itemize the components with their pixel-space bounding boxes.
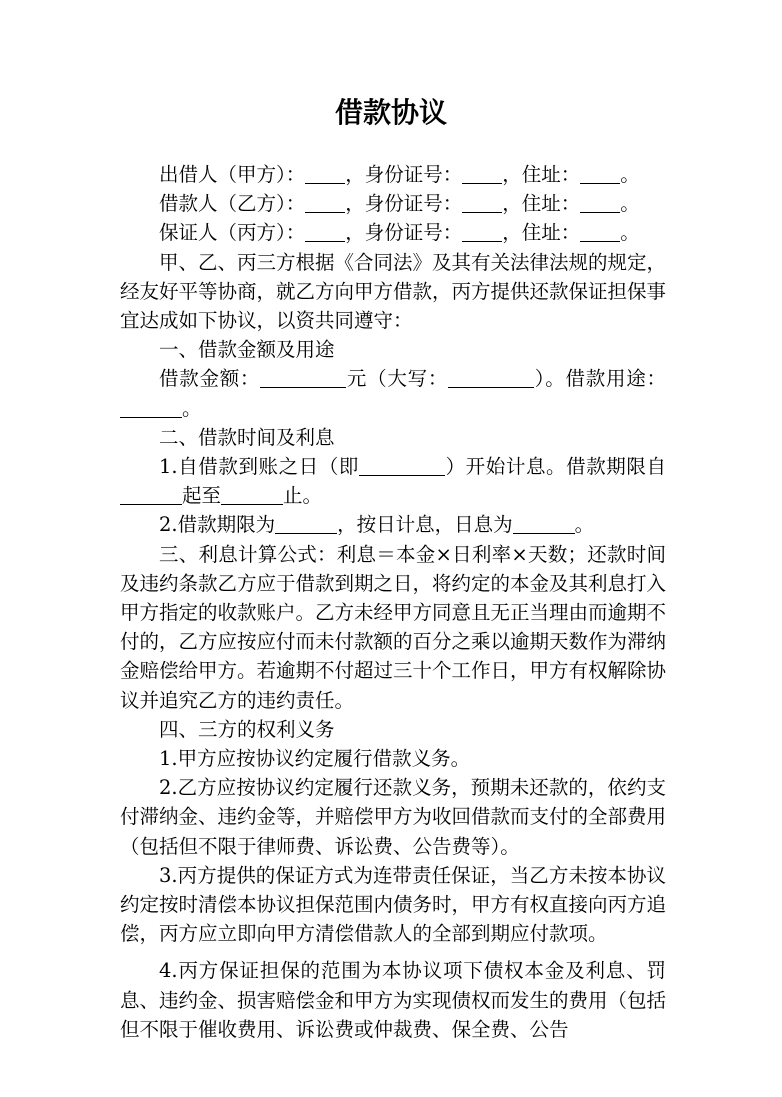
item2-end-text: 。 [574, 513, 595, 537]
intro-paragraph: 甲、乙、丙三方根据《合同法》及其有关法律法规的规定，经友好平等协商，就乙方向甲方借款，丙方提供还款保证担保事宜达成如下协议，以资共同遵守： [120, 250, 667, 333]
borrower-address-blank[interactable] [580, 192, 620, 213]
section4-heading: 四、三方的权利义务 [159, 717, 335, 741]
section2-item1 [120, 452, 666, 510]
guarantor-line-end: 。 [620, 221, 640, 245]
guarantor-line [120, 218, 666, 247]
lender-name-blank[interactable] [305, 162, 345, 183]
period-from-blank[interactable] [120, 484, 182, 505]
section1-amount [120, 364, 666, 422]
item2-term-text: 2.借款期限为 [159, 513, 276, 537]
section4-item-4: 4.丙方保证担保的范围为本协议项下债权本金及利息、罚息、违约金、损害赔偿金和甲方为实现债权而发生的费用（包括但不限于催收费用、诉讼费或仲裁费、保全费、公告 [120, 959, 667, 1041]
purpose-label: ）。借款用途： [534, 367, 666, 391]
item2-rate-text: ，按日计息，日息为 [337, 513, 513, 537]
purpose-blank[interactable] [120, 396, 182, 417]
section4-item-3: 3.丙方提供的保证方式为连带责任保证，当乙方未按本协议约定按时清偿本协议担保范围内债务时，甲方有权直接向丙方追偿，丙方应立即向甲方清偿借款人的全部到期应付款项。 [120, 863, 667, 946]
borrower-id-label: ，身份证号： [345, 192, 463, 216]
item1-to-text: 起至 [182, 484, 222, 508]
amount-blank[interactable] [260, 367, 346, 388]
lender-address-blank[interactable] [580, 162, 620, 183]
borrower-address-label: ，住址： [502, 192, 581, 216]
period-to-blank[interactable] [221, 484, 283, 505]
lender-line-end: 。 [620, 163, 640, 186]
section3-paragraph: 三、利息计算公式：利息＝本金×日利率×天数；还款时间及违约条款乙方应于借款到期之日，将约定的本金及其利息打入甲方指定的收款账户。乙方未经甲方同意且无正当理由而逾期不付的，乙方应按应付而未付款额的百分之乘以逾期天数作为滞纳金赔偿给甲方。若逾期不付超过三十个工作日，甲方有权解除协议并追究乙方的违约责任。 [120, 542, 667, 712]
section2-heading: 二、借款时间及利息 [159, 425, 335, 449]
borrower-id-blank[interactable] [462, 192, 502, 213]
borrower-label: 借款人（乙方）： [159, 192, 306, 216]
guarantor-id-label: ，身份证号： [345, 221, 463, 245]
lender-address-label: ，住址： [502, 163, 581, 186]
section2-item2 [120, 510, 666, 539]
daily-rate-blank[interactable] [513, 513, 575, 534]
amount-upper-label: 元（大写： [346, 367, 449, 391]
guarantor-address-label: ，住址： [502, 221, 581, 245]
lender-id-blank[interactable] [462, 162, 502, 183]
borrower-line [120, 189, 666, 218]
purpose-end: 。 [182, 396, 202, 420]
item1-start-text: 1.自借款到账之日（即 [159, 455, 359, 479]
item1-end-text: 止。 [283, 484, 323, 508]
term-blank[interactable] [275, 513, 337, 534]
borrower-name-blank[interactable] [305, 192, 345, 213]
section4-item-2: 2.乙方应按协议约定履行还款义务，预期未还款的，依约支付滞纳金、违约金等，并赔偿甲方为收回借款而支付的全部费用（包括但不限于律师费、诉讼费、公告费等）。 [120, 776, 667, 858]
amount-label: 借款金额： [159, 367, 261, 391]
agreement-body [120, 160, 666, 1044]
item1-period-text: ）开始计息。借款期限自 [445, 455, 666, 479]
guarantor-label: 保证人（丙方）： [159, 221, 306, 245]
lender-line [120, 160, 666, 189]
amount-upper-blank[interactable] [448, 367, 534, 388]
section1-heading: 一、借款金额及用途 [159, 338, 335, 362]
lender-id-label: ，身份证号： [345, 163, 463, 186]
page-title: 借款协议 [334, 96, 447, 129]
borrower-line-end: 。 [620, 192, 640, 216]
guarantor-name-blank[interactable] [305, 221, 345, 242]
guarantor-id-blank[interactable] [462, 221, 502, 242]
section4-item-1: 1.甲方应按协议约定履行借款义务。 [159, 747, 471, 771]
lender-label: 出借人（甲方）： [159, 163, 306, 186]
start-date-blank[interactable] [359, 454, 445, 475]
guarantor-address-blank[interactable] [580, 221, 620, 242]
